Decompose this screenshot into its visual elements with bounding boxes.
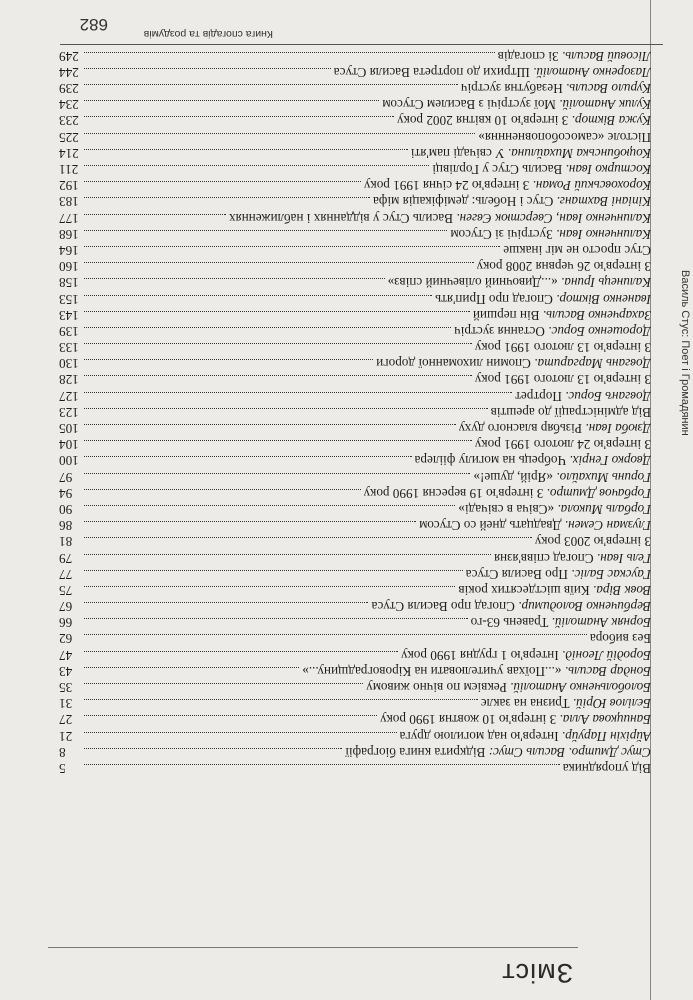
toc-entry-title: З інтерв'ю 19 вересня 1990 року: [363, 485, 544, 501]
toc-entry-title: Інтерв'ю над могилою друга: [399, 728, 559, 744]
toc-entry-page: 43: [59, 663, 73, 679]
toc-entry-text: [432, 161, 651, 177]
toc-entry-page: 105: [59, 421, 79, 437]
toc-entry-text: [366, 679, 651, 695]
toc-entry-page: 77: [59, 566, 73, 582]
toc-entry-page: 27: [59, 712, 73, 728]
dot-leader: [84, 295, 432, 296]
toc-entry-author: Кулик Анатолій.: [559, 97, 651, 113]
toc-entry-author: Дзюба Іван.: [585, 421, 651, 437]
dot-leader: [84, 715, 377, 716]
dot-leader: [84, 278, 385, 279]
toc-entry-text: [481, 695, 651, 711]
toc-entry-title: Спогад про Василя Стуса: [371, 599, 515, 615]
dot-leader: [84, 602, 368, 603]
toc-entry-author: Бородій Леонід.: [562, 647, 651, 663]
toc-entry-page: 192: [59, 178, 79, 194]
toc-entry-title: Зі спогадів: [497, 48, 559, 64]
dot-leader: [84, 165, 429, 166]
toc-entry-title: З інтерв'ю 10 квітня 2002 року: [397, 113, 569, 129]
toc-entry-title: Травень 63-го: [470, 615, 549, 631]
toc-entry-text: [302, 663, 651, 679]
toc-entry-page: 21: [59, 728, 73, 744]
toc-entry: [59, 355, 651, 371]
table-of-contents: [59, 48, 651, 776]
toc-entry-page: 90: [59, 502, 73, 517]
toc-entry-author: Костирко Іван.: [565, 162, 651, 178]
dot-leader: [84, 68, 331, 69]
toc-entry: [59, 388, 651, 404]
toc-entry-author: Гаускас Баліс.: [571, 566, 651, 582]
dot-leader: [84, 618, 468, 619]
toc-entry-title: Інтерв'ю 1 грудня 1990 року: [401, 647, 559, 663]
toc-entry-title: Василь Стус у Горлівці: [432, 162, 563, 178]
toc-entry-page: 158: [59, 275, 79, 291]
dot-leader: [84, 764, 560, 765]
toc-entry-page: 164: [59, 243, 79, 258]
toc-entry: [59, 630, 651, 646]
toc-entry-text: [371, 598, 651, 614]
toc-entry-title: Зустрічі зі Стусом: [450, 226, 553, 242]
toc-entry-page: 128: [59, 372, 79, 388]
toc-entry-text: [454, 323, 651, 339]
dot-leader: [84, 392, 512, 393]
toc-entry-page: 130: [59, 356, 79, 372]
toc-entry-page: 211: [59, 162, 79, 178]
toc-entry-page: 153: [59, 291, 79, 307]
toc-entry-title: Мої зустрічі з Василем Стусом: [382, 97, 556, 113]
toc-entry-text: [400, 727, 651, 743]
toc-entry-title: Василь Стус у відданнях і наближеннях: [228, 210, 453, 226]
toc-entry-title: З інтерв'ю 2003 року: [534, 534, 651, 550]
toc-entry-page: 168: [59, 226, 79, 242]
toc-entry: [59, 80, 651, 96]
toc-entry-text: [494, 549, 651, 565]
toc-entry-text: [419, 517, 651, 533]
toc-entry-page: 104: [59, 437, 79, 453]
toc-entry-author: Калинченко Іван, Сверстюк Євген.: [456, 210, 651, 226]
dot-leader: [84, 424, 456, 425]
toc-entry: [59, 566, 651, 582]
toc-entry-text: [491, 404, 651, 420]
dot-leader: [84, 732, 397, 733]
toc-entry: [59, 468, 651, 484]
dot-leader: [84, 100, 379, 101]
toc-entry-title: Тризна на заклє: [480, 696, 570, 712]
toc-entry: [59, 549, 651, 565]
dot-leader: [84, 117, 394, 118]
toc-entry-text: [459, 420, 651, 436]
toc-entry-page: 47: [59, 647, 73, 663]
toc-entry: [59, 177, 651, 193]
toc-entry-title: «Ярій, душе!»: [473, 469, 553, 485]
dot-leader: [84, 440, 472, 441]
dot-leader: [84, 586, 455, 587]
toc-entry-author: Калинченко Іван.: [556, 226, 651, 242]
toc-entry-title: Спогад про Прип'ять: [435, 291, 553, 307]
title-divider: [48, 947, 578, 948]
toc-entry-text: [478, 128, 651, 144]
toc-entry: [59, 501, 651, 517]
toc-entry-author: Коцюбинська Михайлина.: [507, 145, 651, 161]
toc-entry: [59, 161, 651, 177]
toc-entry-author: Айріхін Паруйр.: [561, 728, 651, 744]
dot-leader: [84, 521, 416, 522]
toc-entry-author: Стус Дмитро. Василь Стус:: [488, 744, 651, 760]
toc-entry-title: Штрихи до портрета Василя Стуса: [333, 64, 530, 80]
side-running-title: Василь Стус: Поет і Громадянин: [679, 270, 691, 436]
toc-entry: [59, 647, 651, 663]
dot-leader: [84, 84, 458, 85]
dot-leader: [84, 262, 474, 263]
toc-entry-author: Болобольченко Анатолій.: [510, 680, 651, 696]
toc-entry-text: [401, 646, 651, 662]
toc-entry-text: [458, 582, 651, 598]
dot-leader: [84, 149, 408, 150]
toc-entry-title: Різьбяр власного духу: [458, 421, 583, 437]
toc-entry-text: [590, 630, 651, 646]
toc-entry-text: [475, 436, 651, 452]
toc-entry-author: Кіпіані Вахтанг.: [556, 194, 651, 210]
toc-entry-page: 75: [59, 582, 73, 598]
toc-entry-page: 127: [59, 388, 79, 404]
toc-entry-title: «Свіча в свічаді»: [458, 502, 555, 517]
toc-entry-text: [473, 307, 651, 323]
toc-entry-text: [364, 485, 651, 501]
toc-entry-title: Стус і Нобель: деміфікація міфа: [373, 194, 554, 210]
toc-entry: [59, 727, 651, 743]
dot-leader: [84, 651, 398, 652]
toc-entry: [59, 598, 651, 614]
toc-entry: [59, 112, 651, 128]
dot-leader: [84, 699, 478, 700]
dot-leader: [84, 343, 472, 344]
toc-entry-page: 133: [59, 340, 79, 356]
dot-leader: [84, 667, 299, 668]
toc-entry-text: [477, 258, 651, 274]
toc-entry: [59, 96, 651, 112]
toc-entry-page: 79: [59, 550, 73, 566]
toc-entry-page: 66: [59, 615, 73, 631]
dot-leader: [84, 327, 451, 328]
dot-leader: [84, 489, 361, 490]
toc-entry-text: [475, 339, 651, 355]
toc-entry: [59, 226, 651, 242]
toc-entry-page: 123: [59, 404, 79, 420]
dot-leader: [84, 505, 455, 506]
toc-entry: [59, 274, 651, 290]
toc-entry-title: Про Василя Стуса: [465, 566, 568, 582]
dot-leader: [84, 133, 475, 134]
toc-entry-page: 143: [59, 307, 79, 323]
toc-entry: [59, 614, 651, 630]
dot-leader: [84, 311, 470, 312]
toc-entry-author: Лазоренко Анатолій.: [533, 64, 651, 80]
toc-entry-title: Чобрець на могилу фіілера: [414, 453, 567, 469]
toc-entry-text: [515, 387, 651, 403]
toc-entry-author: Іваненко Віктор.: [556, 291, 651, 307]
toc-entry-page: 67: [59, 599, 73, 615]
running-title: Книга спогадів та роздумів: [143, 28, 273, 40]
toc-entry-title: Двадцать дней со Стусом: [419, 518, 562, 534]
toc-entry-page: 100: [59, 453, 79, 469]
toc-entry: [59, 209, 651, 225]
toc-entry-text: [345, 744, 651, 760]
dot-leader: [84, 473, 470, 474]
page-title: Зміст: [501, 958, 573, 988]
toc-entry-text: [373, 193, 651, 209]
toc-entry-page: 86: [59, 518, 73, 534]
toc-entry: [59, 242, 651, 258]
toc-entry-text: [397, 112, 651, 128]
toc-entry-text: [466, 566, 651, 582]
toc-entry-text: [364, 177, 651, 193]
toc-entry: [59, 258, 651, 274]
toc-entry-text: [473, 468, 651, 484]
toc-entry-page: 160: [59, 259, 79, 275]
toc-entry-title: Відкрита книга біографії: [345, 744, 486, 760]
toc-entry-author: Гель Іван.: [596, 550, 651, 566]
dot-leader: [84, 376, 472, 377]
toc-entry: [59, 323, 651, 339]
toc-entry-title: Портрет: [515, 388, 562, 404]
toc-entry-author: Короховський Роман.: [532, 178, 651, 194]
toc-entry-author: Курило Василь.: [565, 81, 651, 97]
toc-entry-text: [376, 355, 651, 371]
toc-entry-title: З інтерв'ю 24 січня 1991 року: [363, 178, 530, 194]
toc-entry-author: Горинь Михайло.: [556, 469, 651, 485]
toc-entry-title: Пістолє «самособоповненння»: [478, 129, 651, 145]
toc-entry: [59, 129, 651, 145]
dot-leader: [84, 230, 447, 231]
toc-entry-text: [450, 226, 651, 242]
toc-entry-author: Лісовий Василь.: [561, 48, 651, 64]
toc-entry-author: Горбачов Дмитро.: [546, 485, 651, 501]
toc-entry-page: 94: [59, 485, 73, 501]
toc-entry-page: 183: [59, 194, 79, 210]
toc-entry: [59, 371, 651, 387]
toc-entry-page: 244: [59, 64, 79, 80]
toc-entry: [59, 404, 651, 420]
toc-entry: [59, 145, 651, 161]
toc-entry-page: 8: [59, 744, 66, 760]
toc-entry: [59, 663, 651, 679]
toc-entry: [59, 290, 651, 306]
dot-leader: [84, 554, 491, 555]
toc-entry-page: 97: [59, 469, 73, 485]
toc-entry-text: [471, 614, 651, 630]
toc-entry-title: Спогад співв'язня: [494, 550, 594, 566]
toc-entry-title: «...Дивочний олівечний співз»: [387, 275, 558, 291]
toc-entry: [59, 307, 651, 323]
toc-entry-title: З інтерв'ю 13 лютого 1991 року: [474, 372, 651, 388]
toc-entry-text: [498, 48, 651, 64]
dot-leader: [84, 197, 370, 198]
toc-entry: [59, 582, 651, 598]
dot-leader: [84, 52, 495, 53]
toc-entry-text: [563, 760, 651, 776]
toc-entry-text: [475, 371, 651, 387]
toc-entry-text: [458, 501, 651, 517]
toc-entry-title: Він перший: [472, 307, 540, 323]
toc-entry-text: [415, 452, 651, 468]
toc-entry-author: Баницкова Алла.: [559, 712, 651, 728]
dot-leader: [84, 408, 488, 409]
toc-entry-author: Вовк Віра.: [592, 582, 651, 598]
toc-entry-author: Глузман Семен.: [564, 518, 651, 534]
toc-entry-author: Довганъ Борис.: [565, 388, 651, 404]
toc-entry-page: 81: [59, 534, 73, 550]
toc-entry-author: Дорошенко Борис.: [548, 323, 651, 339]
toc-entry-author: Дворко Генріх.: [569, 453, 651, 469]
toc-entry-title: У свічаді пам'яті: [410, 145, 505, 161]
toc-entry-title: Від адміністрації до арештів: [490, 404, 651, 420]
toc-entry: [59, 339, 651, 355]
toc-entry-author: Довгань Маргарита.: [534, 356, 651, 372]
dot-leader: [84, 570, 463, 571]
toc-entry-title: Остання зустріч: [454, 323, 545, 339]
toc-entry: [59, 695, 651, 711]
toc-entry-text: [535, 533, 651, 549]
toc-entry-page: 239: [59, 81, 79, 97]
toc-entry-title: З інтерв'ю 10 жовтня 1990 року: [380, 712, 557, 728]
dot-leader: [84, 246, 500, 247]
dot-leader: [84, 635, 587, 636]
toc-entry-title: Реквієм по вічно живому: [366, 680, 507, 696]
toc-entry-author: Кужа Віктор.: [571, 113, 651, 129]
toc-entry-title: Незабутня зустріч: [460, 81, 563, 97]
dot-leader: [84, 214, 226, 215]
toc-entry-author: Калинець Ірина.: [561, 275, 651, 291]
toc-entry-author: Бєлілов Юрій.: [572, 696, 651, 712]
toc-entry-title: З інтерв'ю 26 червня 2008 року: [476, 259, 651, 275]
dot-leader: [84, 748, 342, 749]
dot-leader: [84, 456, 412, 457]
toc-entry-page: 31: [59, 696, 73, 712]
toc-entry-page: 249: [59, 48, 79, 64]
toc-entry-text: [388, 274, 651, 290]
toc-entry: [59, 533, 651, 549]
footer-divider: [60, 44, 663, 45]
toc-entry: [59, 436, 651, 452]
toc-entry-page: 225: [59, 129, 79, 145]
toc-entry-author: Бондар Василь.: [564, 663, 651, 679]
dot-leader: [84, 537, 532, 538]
dot-leader: [84, 359, 373, 360]
toc-entry-text: [229, 209, 651, 225]
toc-entry: [59, 193, 651, 209]
toc-entry-title: «...Поїхав учителювати на Кіровоградщину...»: [302, 663, 562, 679]
toc-entry-text: [382, 96, 651, 112]
toc-entry-page: 139: [59, 323, 79, 339]
toc-entry-title: Київ шістдесятих років: [458, 582, 590, 598]
toc-entry: [59, 64, 651, 80]
toc-entry: [59, 679, 651, 695]
toc-entry-page: 214: [59, 145, 79, 161]
toc-entry-title: З інтерв'ю 24 лютого 1991 року: [474, 437, 651, 453]
toc-entry-title: Спомин лихоманної дороги: [376, 356, 531, 372]
toc-entry-page: 35: [59, 680, 73, 696]
toc-entry: [59, 760, 651, 776]
toc-entry: [59, 744, 651, 760]
toc-entry-title: Від упорядника: [562, 761, 651, 776]
page-number: 682: [79, 15, 108, 34]
toc-entry-author: Горбаль Микола.: [557, 502, 651, 517]
toc-entry-text: [380, 711, 651, 727]
toc-entry-title: Без вибора: [589, 631, 651, 647]
toc-entry: [59, 517, 651, 533]
toc-entry-text: [334, 64, 651, 80]
toc-entry: [59, 711, 651, 727]
toc-entry-page: 62: [59, 631, 73, 647]
toc-entry-title: Стус просто не міг інакше: [503, 243, 651, 258]
toc-entry-author: Захарченко Василь.: [542, 307, 651, 323]
toc-entry-page: 177: [59, 210, 79, 226]
toc-entry: [59, 48, 651, 64]
toc-entry: [59, 452, 651, 468]
toc-entry-page: 234: [59, 97, 79, 113]
toc-entry-text: [503, 242, 651, 258]
dot-leader: [84, 181, 361, 182]
toc-entry: [59, 420, 651, 436]
toc-entry-text: [411, 145, 651, 161]
toc-entry-page: 5: [59, 761, 66, 776]
toc-entry-text: [461, 80, 651, 96]
toc-entry-author: Вербиченко Володимир.: [518, 599, 651, 615]
toc-entry-title: З інтерв'ю 13 лютого 1991 року: [474, 340, 651, 356]
toc-entry-author: Борняк Анатолій.: [551, 615, 651, 631]
toc-entry: [59, 485, 651, 501]
dot-leader: [84, 683, 363, 684]
toc-entry-page: 233: [59, 113, 79, 129]
toc-entry-text: [435, 290, 651, 306]
